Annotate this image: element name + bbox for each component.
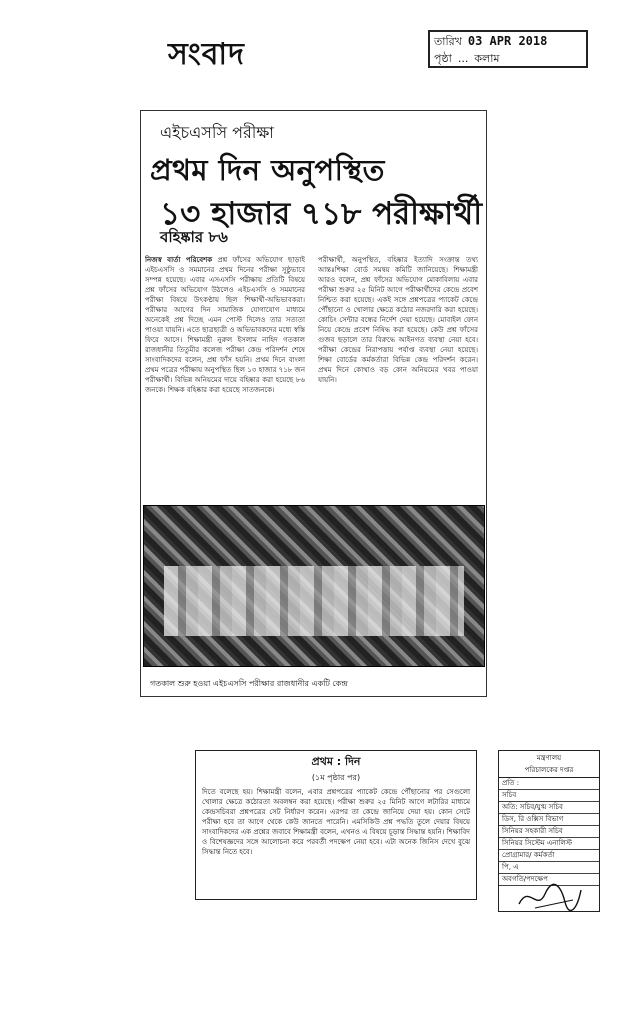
article-body-2: পরীক্ষার্থী, অনুপস্থিত, বহিষ্কার ইত্যাদি সংক্রান্ত তথ্য আন্তঃশিক্ষা বোর্ড সমন্বয় কমিটি জানিয়েছে। শিক্ষামন্ত্রী আরও বলেন, প্রশ্ন ফাঁসের অভিযোগ মোকাবিলায় এবার পরীক্ষা শুরুর ২৫ মিনিট আগে পরীক্ষার্থীদের কেন্দ্রে প্রবেশ নিশ্চিত করা হয়েছে। একই সঙ্গে প্রশ্নপত্রের প্যাকেট কেন্দ্রে পৌঁছানো ও খোলার ক্ষেত্রে কঠোর নজরদারি করা হয়েছে। কোচিং সেন্টার বন্ধের নির্দেশ দেয়া হয়েছে। মোবাইল ফোন নিয়ে কেন্দ্রে প্রবেশ নিষিদ্ধ করা হয়েছে। কেউ প্রশ্ন ফাঁসের গুজব ছড়ালে তার বিরুদ্ধে আইনগত ব্যবস্থা নেয়া হবে। পরীক্ষা কেন্দ্রের নিরাপত্তায় পর্যাপ্ত ব্যবস্থা নেয়া হয়েছে। শিক্ষা বোর্ডের কর্মকর্তারা বিভিন্ন কেন্দ্র পরিদর্শন করেন। প্রথম দিনে কোথাও বড় কোন অনিয়মের খবর পাওয়া যায়নি। <box>318 256 478 384</box>
newspaper-masthead: সংবাদ <box>168 37 245 72</box>
routing-row: ডিস, রি ওক্সিস বিভাগ <box>499 814 599 826</box>
exam-hall-photo <box>143 505 485 667</box>
routing-row: প্রতি : <box>499 778 599 790</box>
date-stamp: তারিখ 03 APR 2018 পৃষ্ঠা ... কলাম <box>428 30 588 68</box>
date-label: তারিখ <box>434 35 462 48</box>
photo-caption: গতকাল শুরু হওয়া এইচএসসি পরীক্ষার রাজধানীর একটি কেন্দ্র <box>150 679 348 688</box>
handwritten-signature <box>515 880 585 914</box>
continuation-box <box>195 750 477 900</box>
continuation-subtitle: (১ম পৃষ্ঠার পর) <box>311 773 361 782</box>
routing-row: সিনিয়র সিস্টেম এনালিস্ট <box>499 838 599 850</box>
routing-row: অবগতি/পদক্ষেপ <box>499 874 599 886</box>
routing-header: মন্ত্রণালয় পরিচালকের দপ্তর <box>499 751 599 778</box>
article-body-1: প্রশ্ন ফাঁসের অভিযোগ ছাড়াই এইচএসসি ও সমমানের প্রথম দিনের পরীক্ষা সুষ্ঠুভাবে সম্পন্ন হয়েছে। এবার এসএসসি পরীক্ষায় প্রতিটি বিষয়ে প্রশ্ন ফাঁসের অভিযোগ উঠলেও এইচএসসি ও সমমানের পরীক্ষা বিষয়ে উৎকণ্ঠায় ছিল শিক্ষার্থী-অভিভাবকরা। পরীক্ষার আগের দিন সামাজিক যোগাযোগ মাধ্যমে অনেকেই প্রশ্ন দিচ্ছে এমন পোস্ট দিলেও তার সত্যতা পাওয়া যায়নি। এতে ছাত্রছাত্রী ও অভিভাবকদের মধ্যে স্বস্তি ফিরে আসে। শিক্ষামন্ত্রী নুরুল ইসলাম নাহিদ গতকাল রাজধানীর তিতুমীর কলেজ পরীক্ষা কেন্দ্র পরিদর্শন শেষে সাংবাদিকদের বলেন, প্রশ্ন ফাঁস হয়নি। প্রথম দিনে বাংলা প্রথম পত্রের পরীক্ষায় অনুপস্থিত ছিল ১৩ হাজার ৭১৮ জন পরীক্ষার্থী। বিভিন্ন অনিয়মের দায়ে বহিষ্কার করা হয়েছে ৮৬ জনকে। শিক্ষক বহিষ্কার করা হয়েছে সাতজনকে। <box>145 256 305 394</box>
article-column-2 <box>318 255 478 500</box>
column-label: কলাম <box>474 52 500 65</box>
headline-line-2: ১৩ হাজার ৭১৮ পরীক্ষার্থী <box>160 196 483 232</box>
headline-line-1: প্রথম দিন অনুপস্থিত <box>150 153 385 187</box>
subheadline: বহিষ্কার ৮৬ <box>160 228 228 246</box>
date-value: 03 APR 2018 <box>467 34 548 48</box>
continuation-title: প্রথম : দিন <box>311 755 361 768</box>
article-column-1 <box>145 255 305 500</box>
routing-row: পি, এ <box>499 862 599 874</box>
routing-row: অতি: সচিব/যুগ্ম সচিব <box>499 802 599 814</box>
continuation-body: দিতে বলেছে হয়। শিক্ষামন্ত্রী বলেন, এবার প্রশ্নপত্রের প্যাকেট কেন্দ্রে পৌঁছানোর পর সেগুলো খোলার ক্ষেত্রে কঠোরতা অবলম্বন করা হয়েছে। পরীক্ষা শুরুর ২৫ মিনিট আগে লটারির মাধ্যমে কেন্দ্রসচিবরা প্রশ্নপত্রের সেট নির্ধারণ করেন। এরপর তা কেন্দ্রে জানিয়ে দেয়া হয়। কোন সেটে পরীক্ষা হবে তা আগে থেকে কেউ জানতে পারেনি। এমসিকিউ প্রশ্ন পদ্ধতি তুলে দেয়ার বিষয়ে সাংবাদিকদের এক প্রশ্নের জবাবে শিক্ষামন্ত্রী বলেন, এখনও এ বিষয়ে চূড়ান্ত সিদ্ধান্ত হয়নি। শিক্ষাবিদ ও বিশেষজ্ঞদের সঙ্গে আলোচনা করে পরবর্তী পদক্ষেপ নেয়া হবে। এটা অনেক জিনিস দেখে বুঝে সিদ্ধান্ত নিতে হবে। <box>202 788 470 856</box>
routing-row: সচিব <box>499 790 599 802</box>
page-label: পৃষ্ঠা <box>434 52 452 65</box>
routing-row: সিনিয়র সহকারী সচিব <box>499 826 599 838</box>
routing-row: প্রোগ্রামার/ কর্মকর্তা <box>499 850 599 862</box>
article-kicker: এইচএসসি পরীক্ষা <box>160 123 274 142</box>
byline: নিজস্ব বার্তা পরিবেশক <box>145 256 213 264</box>
